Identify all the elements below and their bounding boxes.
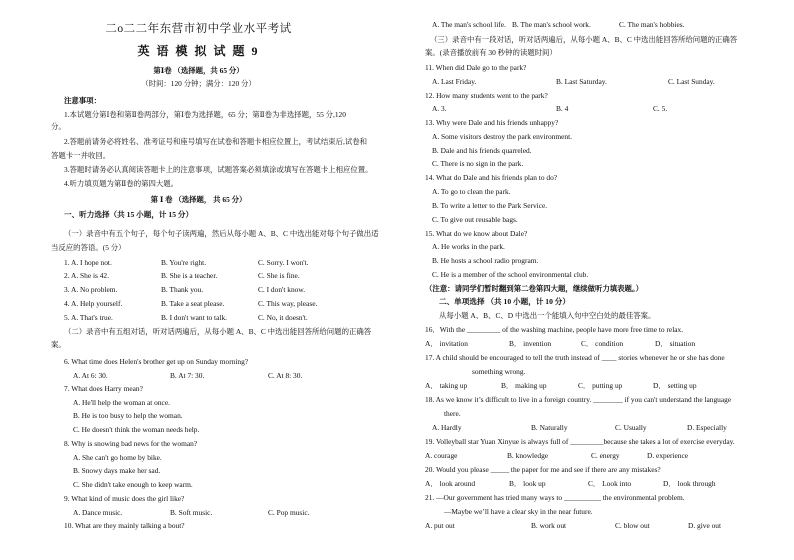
q14-stem: 14. What do Dale and his friends plan to do? bbox=[425, 173, 558, 182]
q6-option-c: C. At 8: 30. bbox=[268, 371, 303, 380]
q12-stem: 12. How many students went to the park? bbox=[425, 91, 548, 100]
q12-option-b: B. 4 bbox=[556, 104, 569, 113]
instruction-line: （三）录音中有一段对话，听对话两遍后，从每小题 A、B、C 中选出能回答所给问题的正确答 bbox=[430, 35, 738, 44]
exam-subtitle: 英 语 模 拟 试 题 9 bbox=[137, 44, 260, 58]
part1-heading: 第Ⅰ卷 （选择题，共 65 分） bbox=[153, 66, 244, 75]
q7-option-b: B. He is too busy to help the woman. bbox=[73, 411, 183, 420]
q16-option-d: D． situation bbox=[655, 339, 696, 348]
q13-option-a: A. Some visitors destroy the park environment. bbox=[432, 132, 572, 141]
q20-option-d: D． look through bbox=[663, 479, 716, 488]
q18-option-d: D. Especially bbox=[687, 423, 727, 432]
q20-stem: 20. Would you please _____ the paper for me and see if there are any mistakes? bbox=[425, 465, 661, 474]
time-score: （时间：120 分钟；满分：120 分） bbox=[141, 79, 256, 88]
note-line: 2.答题前请务必将姓名、准考证号和座号填写在试卷和答题卡相应位置上，考试结束后,试卷和 bbox=[64, 137, 368, 146]
q19-option-c: C. energy bbox=[591, 451, 620, 460]
q12-option-c: C. 5. bbox=[653, 104, 668, 113]
q21-option-b: B. work out bbox=[531, 521, 567, 530]
q17-stem: 17. A child should be encouraged to tell the truth instead of ____ stories whenever he or she has done bbox=[425, 353, 725, 362]
q2-option-a: 2. A. She is 42. bbox=[64, 271, 109, 280]
q18-option-c: C. Usually bbox=[615, 423, 647, 432]
section-1-heading: 一、听力选择（共 15 小题，计 15 分） bbox=[64, 210, 194, 219]
q8-stem: 8. Why is snowing bad news for the woman? bbox=[64, 439, 198, 448]
q9-option-c: C. Pop music. bbox=[268, 508, 310, 517]
q5-option-b: B. I don't want to talk. bbox=[161, 313, 227, 322]
q17-option-b: B． making up bbox=[501, 381, 547, 390]
q9-option-b: B. Soft music. bbox=[170, 508, 213, 517]
q8-option-a: A. She can't go home by bike. bbox=[73, 453, 162, 462]
q21-stem-cont: —Maybe we’ll have a clear sky in the near future. bbox=[444, 507, 593, 516]
q21-option-d: D. give out bbox=[688, 521, 722, 530]
part1-heading-2: 第 Ⅰ 卷 （选择题， 共 65 分） bbox=[150, 195, 247, 204]
q8-option-b: B. Snowy days make her sad. bbox=[73, 466, 161, 475]
q15-option-a: A. He works in the park. bbox=[432, 242, 505, 251]
q5-option-a: 5. A. That's true. bbox=[64, 313, 113, 322]
notes-heading: 注意事项： bbox=[64, 96, 101, 105]
q21-option-c: C. blow out bbox=[615, 521, 650, 530]
q10-stem: 10. What are they mainly talking a bout? bbox=[64, 521, 185, 530]
q18-option-b: B. Naturally bbox=[531, 423, 568, 432]
listening-note: （注意：请同学们暂时翻到第二卷第四大题，继续做听力填表题。） bbox=[425, 284, 644, 293]
q5-option-c: C. No, it doesn't. bbox=[258, 313, 308, 322]
q4-option-a: 4. A. Help yourself. bbox=[64, 299, 123, 308]
q12-option-a: A. 3. bbox=[432, 104, 447, 113]
q3-option-b: B. Thank you. bbox=[161, 285, 204, 294]
q10-option-c: C. The man's hobbies. bbox=[619, 20, 685, 29]
q20-option-b: B． look up bbox=[509, 479, 546, 488]
q11-stem: 11. When did Dale go to the park? bbox=[425, 63, 527, 72]
note-line: 分。 bbox=[51, 122, 66, 131]
q10-option-b: B. The man's school work. bbox=[512, 20, 591, 29]
q17-option-c: C． putting up bbox=[578, 381, 623, 390]
section-2-intro: 从每小题 A、B、C、D 中选出一个能填入句中空白处的最佳答案。 bbox=[439, 311, 656, 320]
q14-option-c: C. To give out reusable bags. bbox=[432, 215, 518, 224]
q11-option-b: B. Last Saturday. bbox=[556, 77, 607, 86]
q6-option-a: A. At 6: 30. bbox=[73, 371, 108, 380]
right-column bbox=[397, 0, 794, 560]
q6-option-b: B. At 7: 30. bbox=[170, 371, 205, 380]
section-2-heading: 二、单项选择 （共 10 小题，计 10 分） bbox=[439, 297, 570, 306]
exam-title: 二o二二年东营市初中学业水平考试 bbox=[105, 23, 292, 35]
note-line: 1.本试题分第Ⅰ卷和第Ⅱ卷两部分，第Ⅰ卷为选择题，65 分；第Ⅱ卷为非选择题，55 分,120 bbox=[64, 110, 346, 119]
q17-option-a: A． taking up bbox=[425, 381, 468, 390]
q2-option-b: B. She is a teacher. bbox=[161, 271, 218, 280]
q1-option-a: 1. A. I hope not. bbox=[64, 258, 112, 267]
q8-option-c: C. She didn't take enough to keep warm. bbox=[73, 480, 193, 489]
note-line: 答题卡一并收回。 bbox=[51, 151, 111, 160]
q10-option-a: A. The man's school life. bbox=[432, 20, 506, 29]
q9-option-a: A. Dance music. bbox=[73, 508, 123, 517]
q19-option-a: A. courage bbox=[425, 451, 458, 460]
q1-option-c: C. Sorry. I won't. bbox=[258, 258, 309, 267]
q18-stem: 18. As we know it’s difficult to live in a foreign country. ________ if you can't understand the language bbox=[425, 395, 732, 404]
q1-option-b: B. You're right. bbox=[161, 258, 207, 267]
q19-option-d: D. experience bbox=[647, 451, 689, 460]
q20-option-c: C． Look into bbox=[588, 479, 632, 488]
q16-option-b: B． invention bbox=[509, 339, 552, 348]
q17-option-d: D． setting up bbox=[653, 381, 697, 390]
q13-option-b: B. Dale and his friends quarreled. bbox=[432, 146, 532, 155]
q2-option-c: C. She is fine. bbox=[258, 271, 300, 280]
q15-option-c: C. He is a member of the school environmental club. bbox=[432, 270, 589, 279]
instruction-line: 案。(录音播放前有 30 秒钟的读题时间） bbox=[425, 48, 557, 57]
q7-option-c: C. He doesn't think the woman needs help. bbox=[73, 425, 200, 434]
q18-option-a: A. Hardly bbox=[432, 423, 462, 432]
q15-stem: 15. What do we know about Dale? bbox=[425, 229, 528, 238]
q18-stem-cont: there. bbox=[444, 409, 461, 418]
q6-stem: 6. What time does Helen's brother get up on Sunday morning? bbox=[64, 357, 249, 366]
q19-stem: 19. Volleyball star Yuan Xinyue is always full of _________because she takes a lot of exercise everyday. bbox=[425, 437, 735, 446]
instruction-line: 当反应的答语。(5 分） bbox=[51, 243, 126, 252]
q13-stem: 13. Why were Dale and his friends unhappy? bbox=[425, 118, 559, 127]
q3-option-a: 3. A. No problem. bbox=[64, 285, 118, 294]
q11-option-c: C. Last Sunday. bbox=[668, 77, 715, 86]
q21-option-a: A. put out bbox=[425, 521, 455, 530]
instruction-line: （一）录音中有五个句子，每个句子读两遍，然后从每小题 A、B、C 中选出能对每个句子做出适 bbox=[64, 229, 379, 238]
instruction-line: （二）录音中有五组对话，听对话两遍后，从每小题 A、B、C 中选出能回答所给问题的正确答 bbox=[64, 327, 372, 336]
q7-option-a: A. He'll help the woman at once. bbox=[73, 398, 170, 407]
q11-option-a: A. Last Friday. bbox=[432, 77, 477, 86]
note-line: 3.答题时请务必认真阅读答题卡上的注意事项，试题答案必须填涂或填写在答题卡上相应位置。 bbox=[64, 165, 373, 174]
note-line: 4.听力填页题为第Ⅱ卷的第四大题。 bbox=[64, 179, 179, 188]
q4-option-c: C. This way, please. bbox=[258, 299, 318, 308]
q21-stem: 21. —Our government has tried many ways to __________ the environmental problem. bbox=[425, 493, 685, 502]
q9-stem: 9. What kind of music does the girl like? bbox=[64, 494, 185, 503]
q14-option-b: B. To write a letter to the Park Service. bbox=[432, 201, 548, 210]
q13-option-c: C. There is no sign in the park. bbox=[432, 159, 524, 168]
q16-option-c: C． condition bbox=[581, 339, 624, 348]
q16-option-a: A． invitation bbox=[425, 339, 468, 348]
q15-option-b: B. He hosts a school radio program. bbox=[432, 256, 539, 265]
q17-stem-cont: something wrong. bbox=[472, 367, 526, 376]
q7-stem: 7. What does Harry mean? bbox=[64, 384, 143, 393]
q19-option-b: B. knowledge bbox=[507, 451, 549, 460]
q14-option-a: A. To go to clean the park. bbox=[432, 187, 511, 196]
q20-option-a: A． look around bbox=[425, 479, 476, 488]
q4-option-b: B. Take a seat please. bbox=[161, 299, 225, 308]
instruction-line: 案。 bbox=[51, 340, 66, 349]
q16-stem: 16．With the _________ of the washing machine, people have more free time to relax. bbox=[425, 325, 684, 334]
q3-option-c: C. I don't know. bbox=[258, 285, 306, 294]
